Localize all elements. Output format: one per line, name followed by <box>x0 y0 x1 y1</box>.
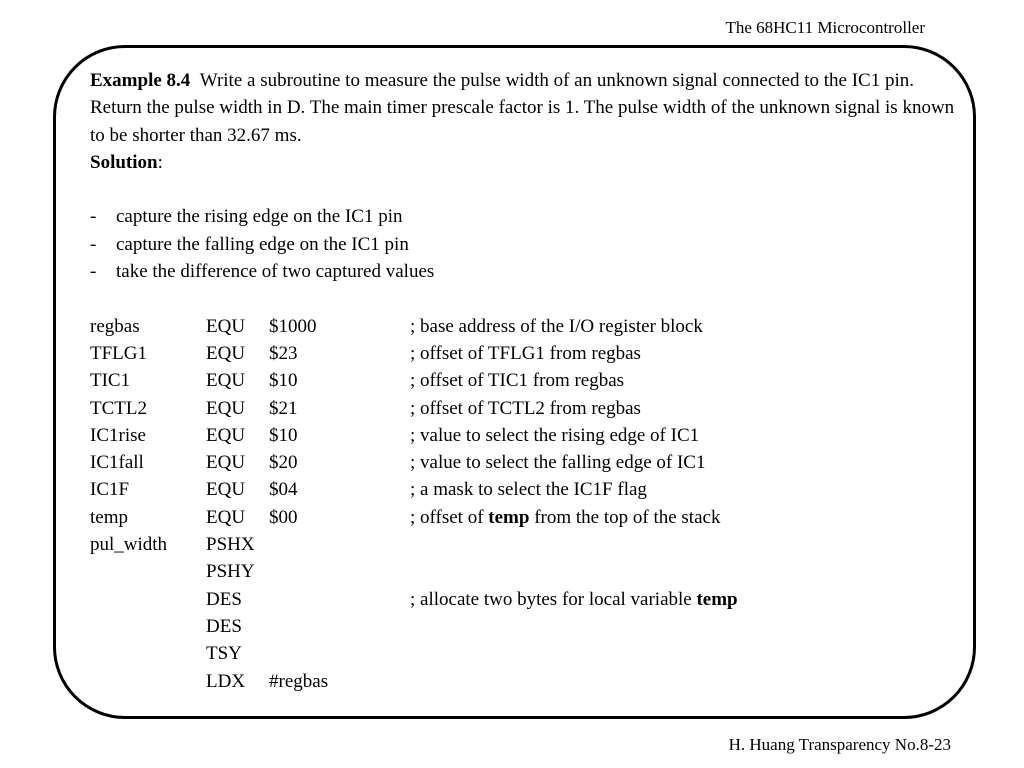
code-comment <box>410 313 960 340</box>
code-label: temp <box>90 506 128 528</box>
comment-keyword: temp <box>696 588 738 610</box>
code-comment <box>410 531 960 558</box>
code-label <box>90 586 206 613</box>
code-line <box>90 476 960 503</box>
code-opcode: EQU <box>206 342 246 364</box>
solution-steps <box>90 203 960 285</box>
code-comment <box>410 558 960 585</box>
code-line <box>90 395 960 422</box>
code-comment <box>410 613 960 640</box>
step-marker: - <box>90 206 97 228</box>
code-label: IC1rise <box>90 424 146 446</box>
code-label <box>90 668 206 695</box>
code-label: TIC1 <box>90 370 131 392</box>
slide-content <box>90 67 960 695</box>
step-item <box>90 258 960 285</box>
comment-text: ; value to select the rising edge of IC1 <box>410 424 700 446</box>
comment-text: ; base address of the I/O register block <box>410 315 703 337</box>
code-label: IC1F <box>90 479 130 501</box>
code-operand <box>269 586 410 613</box>
code-opcode: EQU <box>206 424 246 446</box>
code-comment <box>410 476 960 503</box>
code-label: IC1fall <box>90 452 144 474</box>
code-operand: $10 <box>269 424 298 446</box>
code-line <box>90 531 960 558</box>
code-opcode: DES <box>206 615 242 637</box>
code-operand: $10 <box>269 370 298 392</box>
step-item <box>90 231 960 258</box>
code-line <box>90 313 960 340</box>
code-operand: $20 <box>269 452 298 474</box>
code-operand: $23 <box>269 342 298 364</box>
code-line <box>90 367 960 394</box>
code-comment <box>410 340 960 367</box>
code-opcode: EQU <box>206 370 246 392</box>
comment-text: ; value to select the falling edge of IC1 <box>410 452 706 474</box>
code-opcode: EQU <box>206 479 246 501</box>
code-operand: #regbas <box>269 670 329 692</box>
solution-heading <box>90 149 960 176</box>
code-opcode: EQU <box>206 506 246 528</box>
comment-text: ; allocate two bytes for local variable <box>410 588 697 610</box>
code-opcode: PSHY <box>206 561 255 583</box>
step-marker: - <box>90 233 97 255</box>
code-opcode: EQU <box>206 315 246 337</box>
code-comment <box>410 586 960 613</box>
code-comment <box>410 640 960 667</box>
comment-text: ; offset of <box>410 506 489 528</box>
comment-tail: from the top of the stack <box>529 506 721 528</box>
code-operand: $00 <box>269 506 298 528</box>
code-operand <box>269 531 410 558</box>
code-label: TCTL2 <box>90 397 147 419</box>
code-opcode: TSY <box>206 643 242 665</box>
code-opcode: DES <box>206 588 242 610</box>
solution-label: Solution <box>90 151 158 173</box>
code-opcode: EQU <box>206 452 246 474</box>
code-comment <box>410 367 960 394</box>
comment-text: ; offset of TCTL2 from regbas <box>410 397 641 419</box>
code-operand <box>269 640 410 667</box>
step-item <box>90 203 960 230</box>
header-title: The 68HC11 Microcontroller <box>725 18 925 37</box>
code-operand: $21 <box>269 397 298 419</box>
step-text: take the difference of two captured values <box>116 261 435 283</box>
code-label: pul_width <box>90 534 168 556</box>
code-operand: $04 <box>269 479 298 501</box>
code-line <box>90 613 960 640</box>
code-comment <box>410 504 960 531</box>
code-operand <box>269 613 410 640</box>
example-label: Example 8.4 <box>90 70 191 91</box>
comment-text: ; offset of TFLG1 from regbas <box>410 342 641 364</box>
code-line <box>90 422 960 449</box>
code-line <box>90 668 960 695</box>
code-label: TFLG1 <box>90 342 147 364</box>
code-comment <box>410 449 960 476</box>
footer-text: H. Huang Transparency No.8-23 <box>728 735 951 754</box>
code-operand <box>269 558 410 585</box>
code-line <box>90 449 960 476</box>
code-label <box>90 640 206 667</box>
code-opcode: PSHX <box>206 534 255 556</box>
step-marker: - <box>90 261 97 283</box>
code-label <box>90 613 206 640</box>
step-text: capture the falling edge on the IC1 pin <box>116 233 409 255</box>
code-label <box>90 558 206 585</box>
code-operand: $1000 <box>269 315 317 337</box>
code-label: regbas <box>90 315 140 337</box>
code-comment <box>410 668 960 695</box>
code-line <box>90 586 960 613</box>
code-listing <box>90 313 960 695</box>
code-comment <box>410 422 960 449</box>
code-comment <box>410 395 960 422</box>
example-paragraph <box>90 67 960 149</box>
code-opcode: EQU <box>206 397 246 419</box>
code-line <box>90 340 960 367</box>
solution-colon: : <box>157 151 163 173</box>
code-line <box>90 558 960 585</box>
code-opcode: LDX <box>206 670 246 692</box>
example-text: Write a subroutine to measure the pulse width of an unknown signal connected to the IC1 pin. Return the pulse width in D. The main timer prescale factor is 1. The pulse width of the unknown signal is known to be shorter than 32.67 ms. <box>90 70 955 146</box>
code-line <box>90 504 960 531</box>
step-text: capture the rising edge on the IC1 pin <box>116 206 403 228</box>
comment-keyword: temp <box>488 506 530 528</box>
code-line <box>90 640 960 667</box>
comment-text: ; a mask to select the IC1F flag <box>410 479 647 501</box>
comment-text: ; offset of TIC1 from regbas <box>410 370 625 392</box>
